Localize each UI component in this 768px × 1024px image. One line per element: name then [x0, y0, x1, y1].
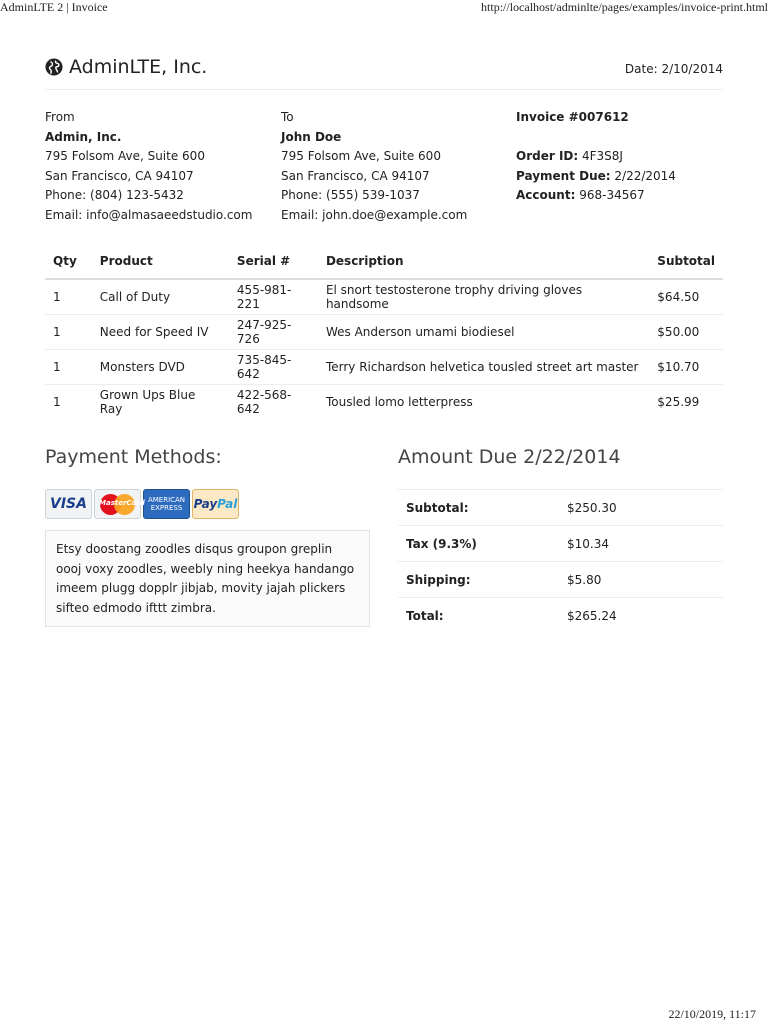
cell-qty: 1 — [45, 350, 92, 385]
cell-subtotal: $50.00 — [649, 315, 723, 350]
visa-text: VISA — [50, 496, 87, 512]
mastercard-icon — [94, 489, 145, 519]
from-address2: San Francisco, CA 94107 — [45, 168, 194, 183]
totals-row-shipping — [398, 562, 723, 598]
print-url: http://localhost/adminlte/pages/examples/invoice-print.html — [481, 0, 768, 14]
to-address2: San Francisco, CA 94107 — [281, 168, 430, 183]
col-description: Description — [318, 244, 649, 279]
cell-qty: 1 — [45, 279, 92, 315]
col-subtotal: Subtotal — [649, 244, 723, 279]
globe-icon — [45, 58, 63, 76]
cell-subtotal: $64.50 — [649, 279, 723, 315]
cell-serial: 735-845-642 — [229, 350, 318, 385]
from-label: From — [45, 110, 75, 124]
brand — [45, 56, 207, 78]
to-email: Email: john.doe@example.com — [281, 207, 468, 222]
col-qty: Qty — [45, 244, 92, 279]
cell-qty: 1 — [45, 315, 92, 350]
subtotal-label: Subtotal: — [398, 490, 559, 526]
shipping-label: Shipping: — [398, 562, 559, 598]
account-line — [516, 186, 676, 206]
payment-note: Etsy doostang zoodles disqus groupon greplin oooj voxy zoodles, weebly ning heekya handango imeem plugg dopplr jibjab, movity jajah plickers sifteo edmodo ifttt zimbra. — [45, 530, 370, 627]
paypal-text-pay: Pay — [193, 497, 218, 511]
totals-row-tax — [398, 526, 723, 562]
mastercard-text: MasterCard — [99, 499, 145, 507]
total-label: Total: — [398, 598, 559, 634]
invoice-header — [45, 56, 723, 90]
table-row — [45, 315, 723, 350]
subtotal-value: $250.30 — [559, 490, 723, 526]
order-id-value: 4F3S8J — [582, 149, 623, 163]
invoice-number: Invoice #007612 — [516, 110, 629, 124]
total-value: $265.24 — [559, 598, 723, 634]
to-label: To — [281, 110, 294, 124]
cell-product: Need for Speed IV — [92, 315, 229, 350]
cell-subtotal: $10.70 — [649, 350, 723, 385]
cell-serial: 422-568-642 — [229, 385, 318, 420]
totals-row-subtotal — [398, 490, 723, 526]
shipping-value: $5.80 — [559, 562, 723, 598]
order-id-label: Order ID: — [516, 149, 579, 163]
print-timestamp: 22/10/2019, 11:17 — [668, 1007, 756, 1021]
account-label: Account: — [516, 188, 576, 202]
invoice-info-block — [516, 108, 676, 206]
visa-icon — [45, 489, 92, 519]
payment-cards — [45, 489, 239, 519]
tax-value: $10.34 — [559, 526, 723, 562]
cell-description: Terry Richardson helvetica tousled street art master — [318, 350, 649, 385]
amex-text-1: AMERICAN — [147, 496, 186, 504]
tax-label: Tax (9.3%) — [398, 526, 559, 562]
amex-icon — [143, 489, 190, 519]
to-phone: Phone: (555) 539-1037 — [281, 188, 420, 202]
from-email: Email: info@almasaeedstudio.com — [45, 207, 253, 222]
cell-description: El snort testosterone trophy driving gloves handsome — [318, 279, 649, 315]
order-id-line — [516, 147, 676, 167]
cell-product: Call of Duty — [92, 279, 229, 315]
company-name: AdminLTE, Inc. — [69, 56, 208, 78]
totals-row-total — [398, 598, 723, 634]
payment-methods-title: Payment Methods: — [45, 446, 222, 468]
account-value: 968-34567 — [579, 188, 645, 202]
cell-qty: 1 — [45, 385, 92, 420]
from-address1: 795 Folsom Ave, Suite 600 — [45, 149, 205, 163]
col-serial: Serial # — [229, 244, 318, 279]
cell-serial: 247-925-726 — [229, 315, 318, 350]
amount-due-title: Amount Due 2/22/2014 — [398, 446, 621, 468]
cell-description: Wes Anderson umami biodiesel — [318, 315, 649, 350]
cell-serial: 455-981-221 — [229, 279, 318, 315]
to-address1: 795 Folsom Ave, Suite 600 — [281, 149, 441, 163]
payment-due-value: 2/22/2014 — [614, 168, 676, 183]
payment-due-line — [516, 167, 676, 187]
from-name: Admin, Inc. — [45, 129, 122, 144]
paypal-icon — [192, 489, 239, 519]
amex-text-2: EXPRESS — [150, 504, 183, 512]
table-row — [45, 385, 723, 420]
from-phone: Phone: (804) 123-5432 — [45, 188, 184, 202]
table-row — [45, 350, 723, 385]
from-block — [45, 108, 252, 225]
cell-product: Monsters DVD — [92, 350, 229, 385]
to-block — [281, 108, 467, 225]
totals-table — [398, 489, 723, 633]
to-name: John Doe — [281, 129, 342, 144]
print-page-title: AdminLTE 2 | Invoice — [0, 0, 108, 14]
items-table — [45, 244, 723, 419]
payment-due-label: Payment Due: — [516, 168, 611, 183]
cell-subtotal: $25.99 — [649, 385, 723, 420]
paypal-text-pal: Pal — [217, 497, 238, 511]
items-header-row — [45, 244, 723, 279]
cell-product: Grown Ups Blue Ray — [92, 385, 229, 420]
table-row — [45, 279, 723, 315]
col-product: Product — [92, 244, 229, 279]
invoice-date: Date: 2/10/2014 — [624, 62, 723, 76]
cell-description: Tousled lomo letterpress — [318, 385, 649, 420]
